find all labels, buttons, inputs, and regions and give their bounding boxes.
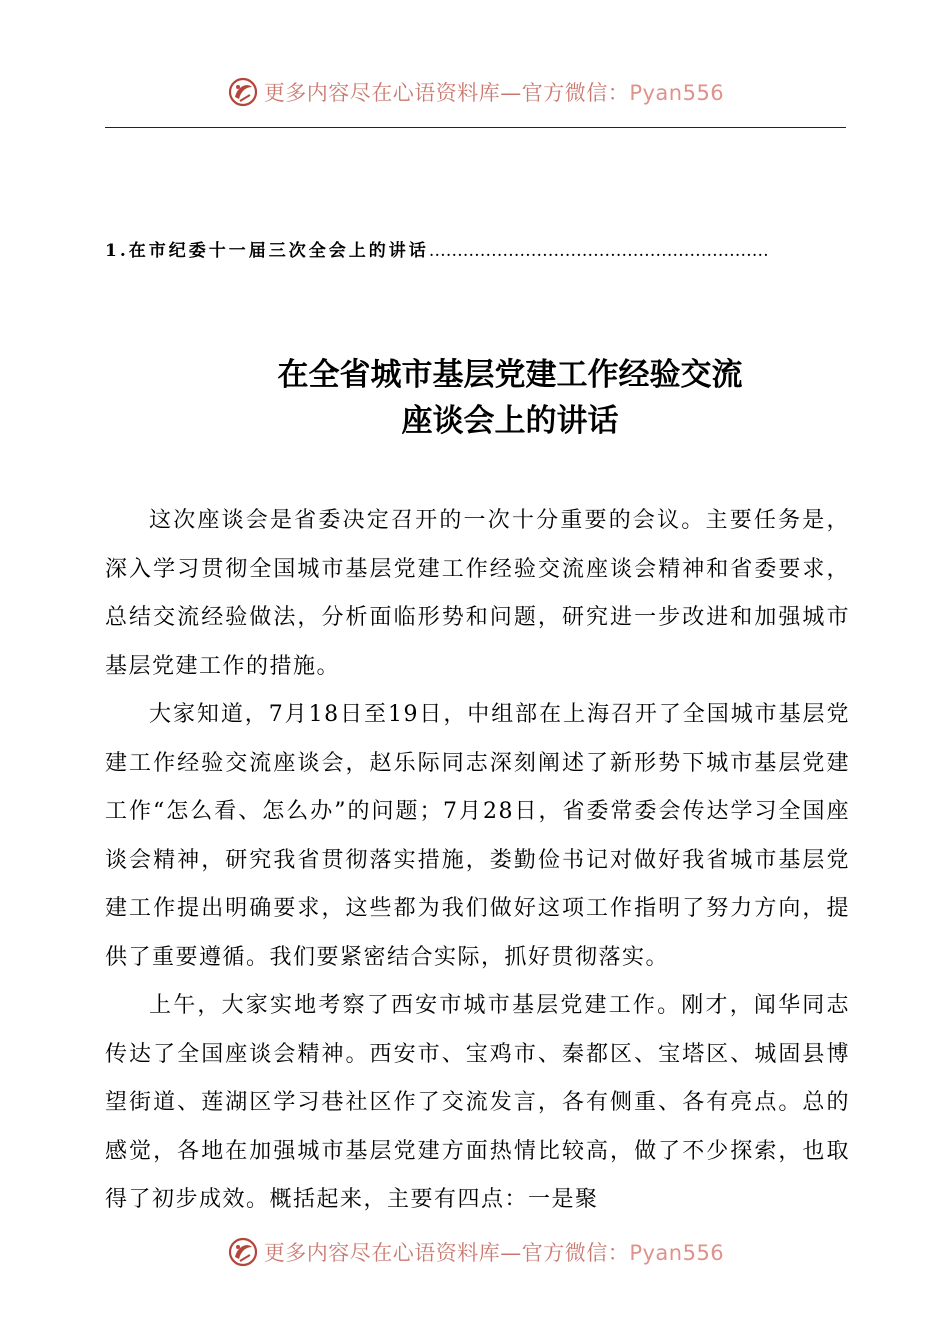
- toc-entry-title: 1.在市纪委十一届三次全会上的讲话: [105, 241, 429, 261]
- watermark-wechat-id: Pyan556: [629, 1241, 725, 1265]
- header-watermark: [0, 72, 950, 112]
- page-title: [105, 352, 915, 444]
- title-line-1: 在全省城市基层党建工作经验交流: [277, 357, 743, 393]
- watermark-logo-icon: [226, 75, 260, 109]
- watermark-text: 更多内容尽在心语资料库—官方微信：Pyan556: [263, 81, 725, 105]
- body-text: [105, 497, 850, 1225]
- toc-entry: [105, 237, 846, 265]
- watermark-logo-icon: [226, 1235, 260, 1269]
- title-line-2: 座谈会上的讲话: [401, 403, 619, 439]
- toc-leader-dots: ……………………………………………………: [428, 241, 769, 261]
- watermark-wechat-id: Pyan556: [629, 81, 725, 105]
- paragraph-1: 这次座谈会是省委决定召开的一次十分重要的会议。主要任务是，深入学习贯彻全国城市基层党建工作经验交流座谈会精神和省委要求，总结交流经验做法，分析面临形势和问题，研究进一步改进和加强城市基层党建工作的措施。: [105, 508, 850, 679]
- footer-watermark: [0, 1232, 950, 1272]
- watermark-text: 更多内容尽在心语资料库—官方微信：Pyan556: [263, 1241, 725, 1265]
- paragraph-2: 大家知道，7月18日至19日，中组部在上海召开了全国城市基层党建工作经验交流座谈会，赵乐际同志深刻阐述了新形势下城市基层党建工作“怎么看、怎么办”的问题；7月28日，省委常委会传达学习全国座谈会精神，研究我省贯彻落实措施，娄勤俭书记对做好我省城市基层党建工作提出明确要求，这些都为我们做好这项工作指明了努力方向，提供了重要遵循。我们要紧密结合实际，抓好贯彻落实。: [105, 702, 850, 970]
- header-divider: [105, 127, 846, 128]
- paragraph-3: 上午，大家实地考察了西安市城市基层党建工作。刚才，闻华同志传达了全国座谈会精神。西安市、宝鸡市、秦都区、宝塔区、城固县博望街道、莲湖区学习巷社区作了交流发言，各有侧重、各有亮点。总的感觉，各地在加强城市基层党建方面热情比较高，做了不少探索，也取得了初步成效。概括起来，主要有四点：一是聚: [105, 993, 850, 1212]
